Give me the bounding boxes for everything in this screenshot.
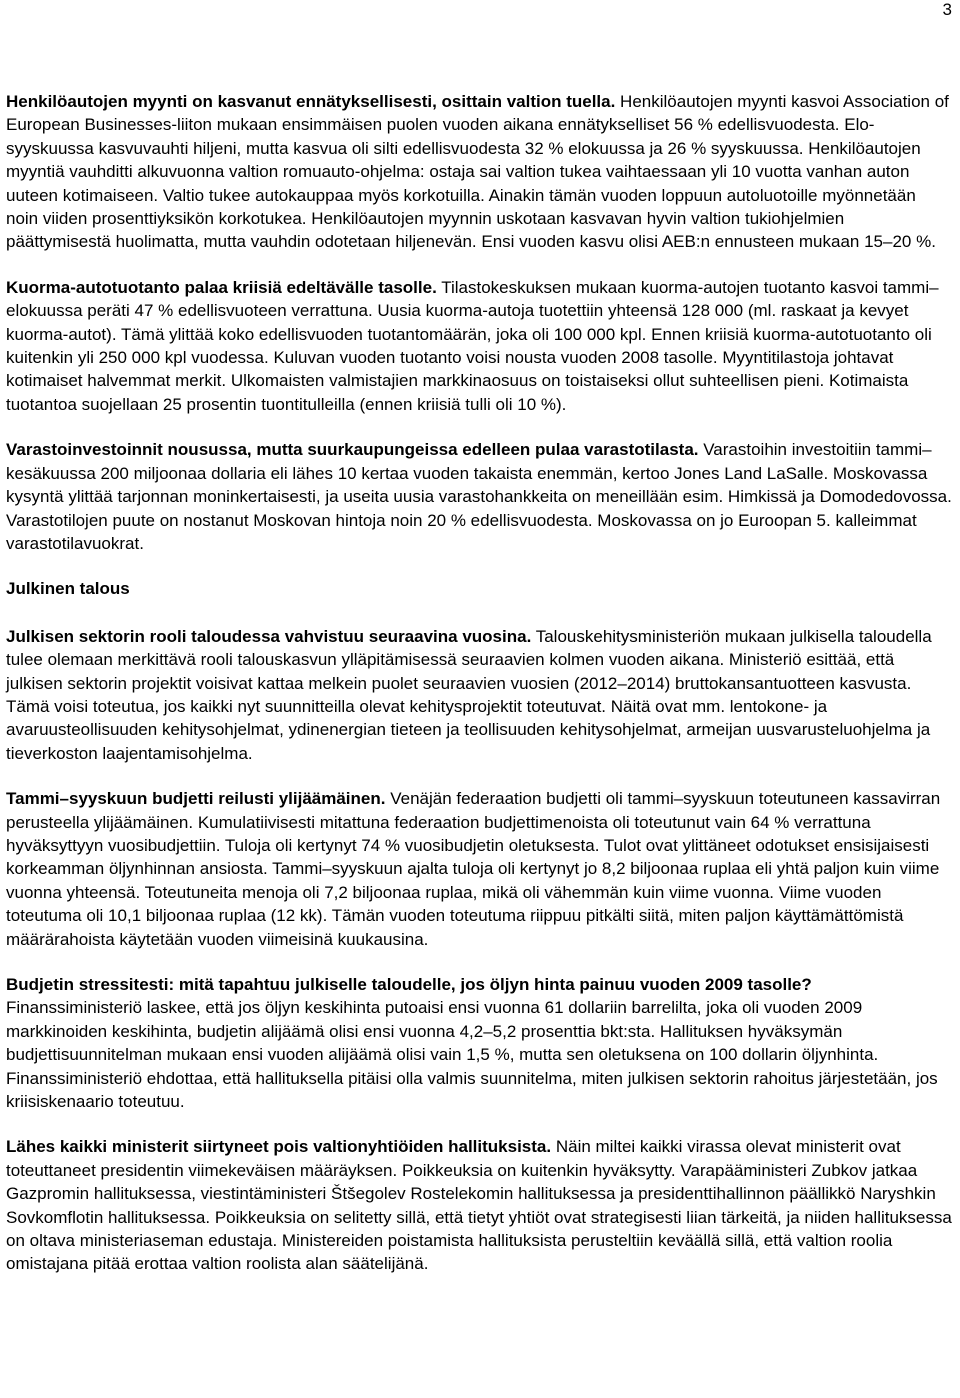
- paragraph-budget-stress: [6, 973, 952, 1113]
- paragraph-text: Venäjän federaation budjetti oli tammi–syyskuun toteutuneen kassavirran perusteella ylijäämäinen. Kumulatiivisesti mitattuna federaation budjettimenoista oli toteutunut vain 64 % verrattuna hyväksyttyyn vuosibudjettiin. Tuloja oli kertynyt 74 % vuosibudjetin oletuksesta. Tulot ovat ylittäneet odotukset ensisijaisesti korkeamman öljynhinnan ansiosta. Tammi–syyskuun ajalta tuloja oli kertynyt jo 8,2 biljoonaa ruplaa eli yhtä paljon kuin viime vuonna yhteensä. Toteutuneita menoja oli 7,2 biljoonaa ruplaa, mikä oli vähemmän kuin viime vuonna. Viime vuoden toteutuma oli 10,1 biljoonaa ruplaa (12 kk). Tämän vuoden toteutuma riippuu pitkälti siitä, miten paljon käyttämättömistä määrärahoista käytetään vuoden viimeisinä kuukausina.: [6, 789, 941, 949]
- paragraph-lead: Henkilöautojen myynti on kasvanut ennätyksellisesti, osittain valtion tuella.: [6, 92, 616, 111]
- paragraph-lead: Julkisen sektorin rooli taloudessa vahvistuu seuraavina vuosina.: [6, 626, 532, 646]
- paragraph-lead: Varastoinvestoinnit nousussa, mutta suurkaupungeissa edelleen pulaa varastotilasta.: [6, 440, 699, 460]
- paragraph-text: Talouskehitysministeriön mukaan julkisella taloudella tulee olemaan merkittävä rooli talouskasvun ylläpitämisessä seuraavien kolmen vuoden aikana. Ministeriö esittää, että julkisen sektorin projektit voisivat kattaa melkein puolet seuraavien vuosien (2012–2014) bruttokansantuotteen kasvusta. Tämä voisi toteutua, jos kaikki nyt suunnitteilla olevat kehitysprojektit toteutuvat. Näitä ovat mm. lentokone- ja avaruusteollisuuden kehitysohjelmat, ydinenergian tieteen ja teollisuuden kehitysohjelmat, armeijan uusvarusteluohjelma ja tieverkoston laajentamisohjelma.: [6, 626, 932, 763]
- paragraph-auto-sales: [6, 90, 952, 254]
- paragraph-warehouse: [6, 438, 952, 555]
- paragraph-budget-surplus: [6, 787, 952, 951]
- section-heading-public-finance: Julkinen talous: [6, 579, 130, 599]
- paragraph-text: Varastoihin investoitiin tammi–kesäkuussa 200 miljoonaa dollaria eli lähes 10 kertaa vuoden takaista enemmän, kertoo Jones Land LaSalle. Moskovassa kysyntä ylittää tarjonnan moninkertaisesti, ja useita uusia varastohankkeita on meneillään esim. Himkissä ja Domodedovossa. Varastotilojen puute on nostanut Moskovan hintoja noin 20 % edellisvuodesta. Moskovassa on jo Euroopan 5. kalleimmat varastotilavuokrat.: [6, 440, 952, 553]
- paragraph-public-sector-role: [6, 625, 952, 765]
- paragraph-lead: Tammi–syyskuun budjetti reilusti ylijäämäinen.: [6, 789, 386, 809]
- paragraph-text: Henkilöautojen myynti kasvoi Association of European Businesses-liiton mukaan ensimmäisen puolen vuoden aikana ennätykselliset 56 % edellisvuodesta. Elo-syyskuussa kasvuvauhti hiljeni, mutta kasvua oli silti edellisvuodesta 32 % elokuussa ja 26 % syyskuussa. Henkilöautojen myyntiä vauhditti alkuvuonna valtion romuauto-ohjelma: ostaja sai valtion tukea vaihtaessaan yli 10 vuotta vanhan auton uuteen kotimaiseen. Valtio tukee autokauppaa myös korkotuilla. Ainakin tämän vuoden loppuun autoluotoille myönnetään noin viiden prosenttiyksikön korkotukea. Henkilöautojen myynnin uskotaan kasvavan hyvin valtion tukiohjelmien päättymisestä huolimatta, mutta vauhdin odotetaan hiljenevän. Ensi vuoden kasvu olisi AEB:n ennusteen mukaan 15–20 %.: [6, 92, 949, 252]
- paragraph-text: Näin miltei kaikki virassa olevat ministerit ovat toteuttaneet presidentin viimekeväisen määräyksen. Poikkeuksia on kuitenkin hyväksytty. Varapääministeri Zubkov jatkaa Gazpromin hallituksessa, viestintäministeri Štšegolev Rostelekomin hallituksessa ja presidenttihallinnon päällikkö Naryshkin Sovkomflotin hallituksessa. Poikkeuksia on selitetty sillä, että tietyt yhtiöt ovat strategisesti liian tärkeitä, ja niiden hallituksessa on oltava ministeriaseman edustaja. Ministereiden poistamista hallituksista perusteltiin keväällä sillä, että valtion roolia omistajana pitää erottaa valtion roolista alan säätelijänä.: [6, 1137, 952, 1274]
- paragraph-truck-production: [6, 276, 952, 416]
- page-number: 3: [942, 0, 952, 19]
- paragraph-lead: Lähes kaikki ministerit siirtyneet pois valtionyhtiöiden hallituksista.: [6, 1137, 552, 1157]
- paragraph-lead: Budjetin stressitesti: mitä tapahtuu julkiselle taloudelle, jos öljyn hinta painuu vuoden 2009 tasolle?: [6, 975, 812, 994]
- paragraph-text: Finanssiministeriö laskee, että jos öljyn keskihinta putoaisi ensi vuonna 61 dollariin barrelilta, joka oli vuoden 2009 markkinoiden keskihinta, budjetin alijäämä olisi ensi vuonna 4,2–5,2 prosenttia bkt:sta. Hallituksen hyväksymän budjettisuunnitelman mukaan ensi vuoden alijäämä olisi vain 1,5 %, mutta sen oletuksena on 100 dollarin öljynhinta. Finanssiministeriö ehdottaa, että hallituksella pitäisi olla valmis suunnitelma, miten julkisen sektorin rahoitus järjestetään, jos kriisiskenaario toteutuu.: [6, 998, 938, 1112]
- document-body: [6, 90, 952, 1298]
- paragraph-ministers: [6, 1135, 952, 1275]
- paragraph-text: Tilastokeskuksen mukaan kuorma-autojen tuotanto kasvoi tammi–elokuussa peräti 47 % edellisvuoteen verrattuna. Uusia kuorma-autoja tuotettiin yhteensä 128 000 (ml. raskaat ja kevyet kuorma-autot). Tämä ylittää koko edellisvuoden tuotantomäärän, joka oli 100 000 kpl. Ennen kriisiä kuorma-autotuotanto oli kuitenkin yli 250 000 kpl vuodessa. Kuluvan vuoden tuotanto voisi nousta vuoden 2008 tasolle. Myyntitilastoja johtavat kotimaiset halvemmat merkit. Ulkomaisten valmistajien markkinaosuus on toistaiseksi ollut suhteellisen pieni. Kotimaista tuotantoa suojellaan 25 prosentin tuontitulleilla (ennen kriisiä tulli oli 10 %).: [6, 277, 939, 414]
- paragraph-lead: Kuorma-autotuotanto palaa kriisiä edeltävälle tasolle.: [6, 277, 437, 297]
